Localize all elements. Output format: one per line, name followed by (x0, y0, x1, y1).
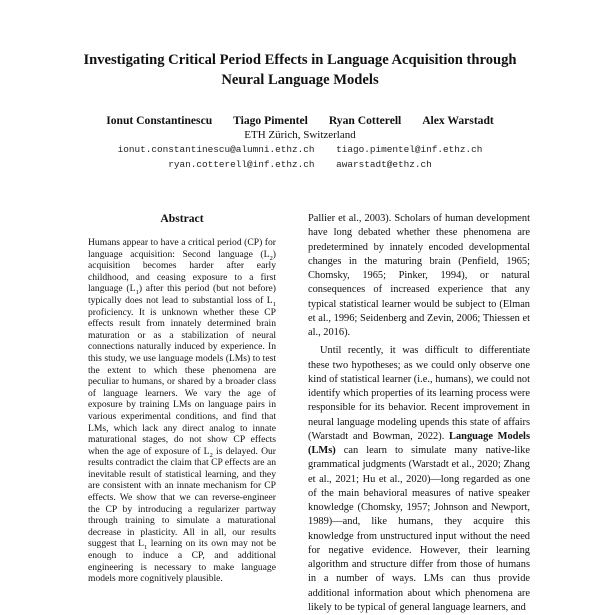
email-row (40, 142, 560, 157)
paragraph-segment: Until recently, it was difficult to differentiate these two hypotheses; as we could only observe one kind of statistical learner (i.e., humans), we could not identify which properties of its learning process were responsible for its behavior. Recent improvement in neural language modeling upends this state of affairs (Warstadt and Bowman, 2022). (308, 345, 530, 442)
email-address[interactable]: awarstadt@ethz.ch (336, 159, 432, 170)
author-name: Ryan Cotterell (328, 114, 402, 127)
email-block (40, 142, 560, 172)
abstract-segment: Humans appear to have a critical period (CP) for language acquisition: Second language (L (88, 237, 276, 260)
paper-title (60, 50, 540, 90)
email-address[interactable]: ionut.constantinescu@alumni.ethz.ch (117, 144, 315, 155)
author-name: Ionut Constantinescu (106, 114, 213, 127)
paragraph-segment: can learn to simulate many native-like grammatical judgments (Warstadt et al., 2020; Zhang et al., 2021; Hu et al., 2020)—long regarded as one of the main behavioral measures of native speaker knowledge (Chomsky, 1957; Johnson and Newport, 1989)—and, like humans, they acquire this knowledge from unstructured input without the need for negative evidence. However, their learning algorithm and structure differ from those of humans in a number of ways. LMs can thus provide additional information about which phenomena are likely to be typical of general language learners, and (308, 445, 530, 613)
abstract-text (88, 237, 276, 585)
email-address[interactable]: tiago.pimentel@inf.ethz.ch (336, 144, 483, 155)
affiliation: ETH Zürich, Switzerland (244, 129, 356, 141)
author-name: Tiago Pimentel (233, 114, 308, 127)
abstract-heading: Abstract (160, 212, 204, 225)
subscript: 1 (143, 544, 148, 552)
abstract-segment: proficiency. It is unknown whether these CP effects result from innately determined brain maturation or as a stabilization of neural connections naturally induced by experience. In this study, we use language models (LMs) to test the extent to which these phenomena are peculiar to humans, or shared by a broader class of language learners. We vary the age of exposure by training LMs on language pairs in various experimental conditions, and find that LMs, which lack any direct analog to innate maturational stages, do not show CP effects when the age of exposure of L (88, 306, 276, 457)
email-address[interactable]: ryan.cotterell@inf.ethz.ch (168, 159, 315, 170)
abstract-segment: ) after this period (but not before) typically does not lead to substantial loss of L (88, 283, 276, 306)
title-line-1: Investigating Critical Period Effects in Language Acquisition through (83, 52, 517, 68)
abstract-segment: ) acquisition becomes harder after early childhood, and ceasing exposure to a first language (L (88, 248, 276, 295)
email-row (40, 157, 560, 172)
body-text-column (308, 212, 530, 615)
subscript: 1 (135, 289, 139, 297)
author-name: Alex Warstadt (422, 114, 494, 127)
subscript: 1 (272, 300, 276, 308)
body-paragraph (308, 344, 530, 615)
abstract-segment: is delayed. Our results contradict the claim that CP effects are an inevitable result of statistical learning, and they are consistent with an innate mechanism for CP effects. We show that we can reverse-engineer the CP by introducing a regularizer partway through training to simulate a maturational decrease in plasticity. All in all, our results suggest that L (88, 445, 276, 550)
abstract-segment: learning on its own may not be enough to induce a CP, and additional engineering is necessary to make language models more cognitively plausible. (88, 538, 276, 585)
subscript: 2 (209, 451, 213, 459)
subscript: 2 (269, 254, 273, 262)
author-list (40, 113, 560, 128)
title-line-2: Neural Language Models (221, 72, 379, 88)
body-paragraph: Pallier et al., 2003). Scholars of human development have long debated whether these phenomena are predetermined by innately encoded developmental changes in the maturing brain (Penfield, 1965; Chomsky, 1965; Pinker, 1994), or natural consequences of increased experience that any typical statistical learner would be subject to (Elman et al., 1996; Seidenberg and Zevin, 2006; Thiessen et al., 2016). (308, 213, 530, 338)
bold-term: Language Models (LMs) (308, 430, 530, 456)
